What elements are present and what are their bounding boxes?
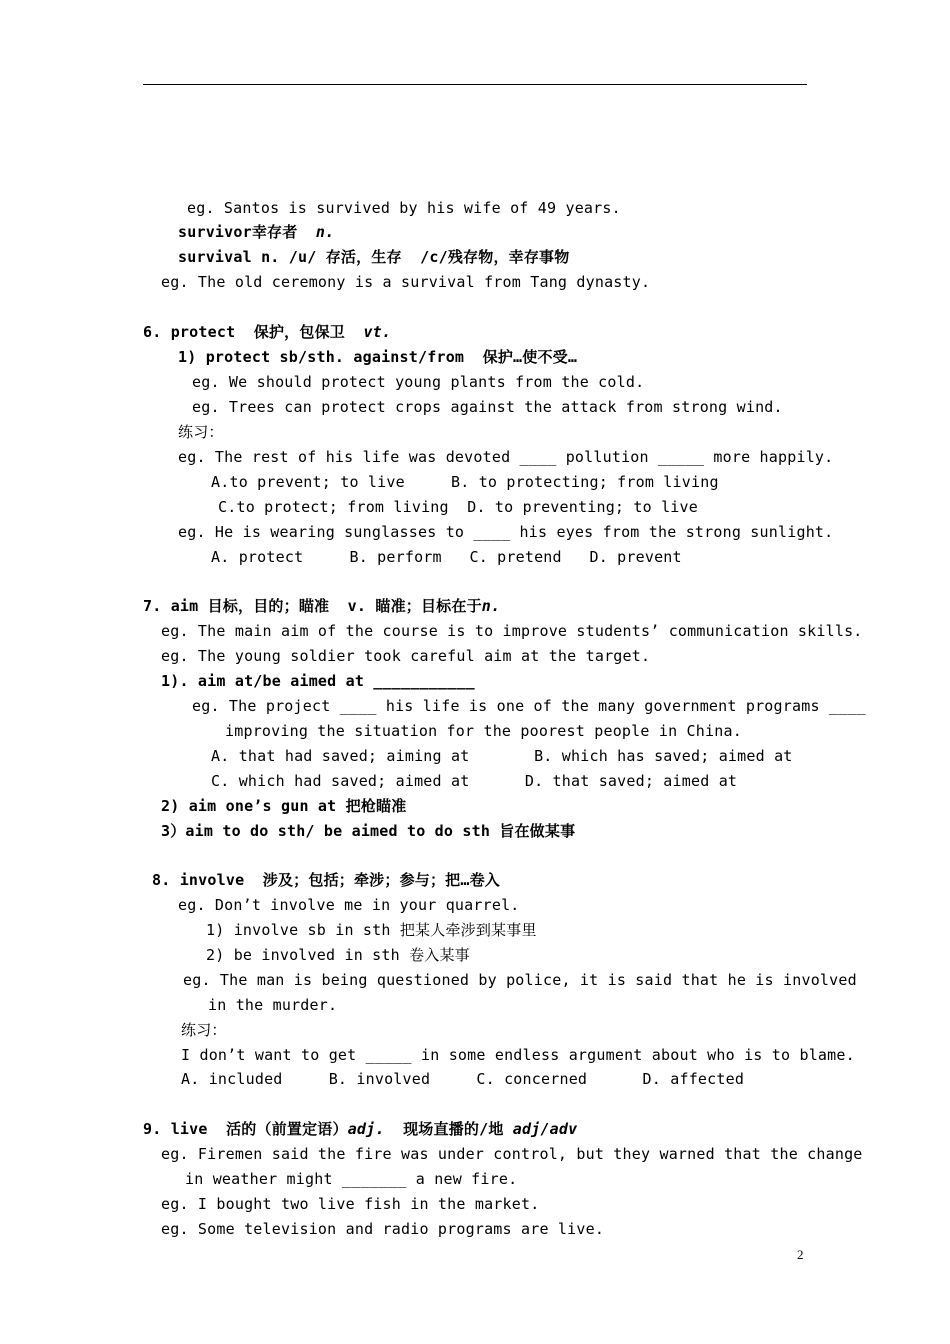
text-line-l37 xyxy=(161,1194,539,1214)
text-segment: A. that had saved; aiming at B. which has saved; aimed at xyxy=(211,747,793,765)
text-segment: 6. protect 保护，包保卫 xyxy=(143,323,364,341)
text-segment: eg. Trees can protect crops against the attack from strong wind. xyxy=(192,398,783,416)
text-line-l15 xyxy=(143,596,500,616)
text-line-l24 xyxy=(161,821,575,841)
text-segment: 3）aim to do sth/ be aimed to do sth 旨在做某事 xyxy=(161,822,576,840)
text-segment: eg. I bought two live fish in the market. xyxy=(161,1195,540,1213)
text-line-l02 xyxy=(178,222,334,242)
text-segment: survivor幸存者 xyxy=(178,223,316,241)
text-line-l08 xyxy=(192,397,783,417)
text-line-l27 xyxy=(206,920,537,940)
text-line-l14 xyxy=(211,547,682,567)
text-line-l09 xyxy=(178,422,224,442)
text-line-l36 xyxy=(185,1169,517,1189)
text-line-l01 xyxy=(187,198,621,218)
text-segment: C.to protect; from living D. to preventing; to live xyxy=(218,498,698,516)
text-segment: C. which had saved; aimed at D. that saved; aimed at xyxy=(211,772,738,790)
text-segment: 7. aim 目标，目的；瞄准 v. 瞄准；目标在于 xyxy=(143,597,482,615)
text-line-l16 xyxy=(161,621,863,641)
text-segment: eg. The project ____ his life is one of the many government programs ____ xyxy=(192,697,866,715)
text-line-l18 xyxy=(161,671,475,691)
text-segment: eg. Firemen said the fire was under control, but they warned that the change xyxy=(161,1145,863,1163)
text-line-l11 xyxy=(211,472,719,492)
text-segment: eg. The main aim of the course is to improve students’ communication skills. xyxy=(161,622,863,640)
text-segment: A.to prevent; to live B. to protecting; from living xyxy=(211,473,719,491)
text-segment: 1) involve sb in sth 把某人牵涉到某事里 xyxy=(206,921,537,939)
text-line-l34 xyxy=(143,1119,577,1139)
text-segment: n. xyxy=(315,223,335,241)
text-segment: eg. The young soldier took careful aim at the target. xyxy=(161,647,651,665)
text-segment: 2) be involved in sth 卷入某事 xyxy=(206,946,470,964)
text-line-l13 xyxy=(178,522,833,542)
text-segment: 2) aim one’s gun at 把枪瞄准 xyxy=(161,797,407,815)
text-line-l35 xyxy=(161,1144,863,1164)
text-segment: eg. The man is being questioned by police, it is said that he is involved xyxy=(183,971,857,989)
text-segment: vt. xyxy=(363,323,392,341)
text-line-l32 xyxy=(181,1045,855,1065)
text-segment: eg. Some television and radio programs are live. xyxy=(161,1220,605,1238)
text-line-l19 xyxy=(192,696,866,716)
text-segment: in the murder. xyxy=(208,996,338,1014)
text-line-l30 xyxy=(208,995,337,1015)
text-segment: A. included B. involved C. concerned D. affected xyxy=(181,1070,745,1088)
text-segment: eg. Don’t involve me in your quarrel. xyxy=(178,896,520,914)
text-segment: eg. Santos is survived by his wife of 49 years. xyxy=(187,199,621,217)
text-line-l25 xyxy=(152,870,500,890)
text-line-l20 xyxy=(225,721,742,741)
page-number: 2 xyxy=(797,1247,804,1262)
text-segment: eg. The old ceremony is a survival from Tang dynasty. xyxy=(161,273,651,291)
text-segment: in weather might _______ a new fire. xyxy=(185,1170,518,1188)
text-line-l31 xyxy=(181,1020,227,1040)
text-line-l38 xyxy=(161,1219,604,1239)
text-line-l21 xyxy=(211,746,793,766)
text-segment: 1). aim at/be aimed at ___________ xyxy=(161,672,475,690)
text-segment: 8. involve 涉及；包括；牵涉；参与；把…卷入 xyxy=(152,871,501,889)
text-line-l07 xyxy=(192,372,644,392)
text-segment: 练习： xyxy=(181,1021,227,1039)
text-line-l04 xyxy=(161,272,650,292)
text-segment: adj/adv xyxy=(512,1120,578,1138)
text-line-l10 xyxy=(178,447,833,467)
text-segment: improving the situation for the poorest people in China. xyxy=(225,722,742,740)
text-segment: survival n. /u/ 存活，生存 /c/残存物，幸存事物 xyxy=(178,248,570,266)
text-line-l03 xyxy=(178,247,569,267)
text-segment: 9. live 活的（前置定语） xyxy=(143,1120,348,1138)
text-segment: n. xyxy=(481,597,501,615)
text-line-l23 xyxy=(161,796,406,816)
text-segment: eg. He is wearing sunglasses to ____ his eyes from the strong sunlight. xyxy=(178,523,834,541)
text-line-l22 xyxy=(211,771,737,791)
text-segment: eg. We should protect young plants from the cold. xyxy=(192,373,645,391)
text-segment: 1) protect sb/sth. against/from 保护…使不受… xyxy=(178,348,578,366)
text-line-l26 xyxy=(178,895,520,915)
text-segment: A. protect B. perform C. pretend D. prevent xyxy=(211,548,682,566)
header-rule xyxy=(143,84,807,85)
text-line-l05 xyxy=(143,322,391,342)
text-segment: 练习： xyxy=(178,423,224,441)
text-line-l06 xyxy=(178,347,577,367)
text-line-l12 xyxy=(218,497,698,517)
text-line-l29 xyxy=(183,970,857,990)
text-segment: eg. The rest of his life was devoted ____ pollution _____ more happily. xyxy=(178,448,834,466)
text-segment: I don’t want to get _____ in some endless argument about who is to blame. xyxy=(181,1046,855,1064)
text-line-l28 xyxy=(206,945,470,965)
text-segment: adj. xyxy=(347,1120,385,1138)
text-line-l17 xyxy=(161,646,650,666)
text-line-l33 xyxy=(181,1069,744,1089)
text-segment: 现场直播的/地 xyxy=(384,1120,513,1138)
